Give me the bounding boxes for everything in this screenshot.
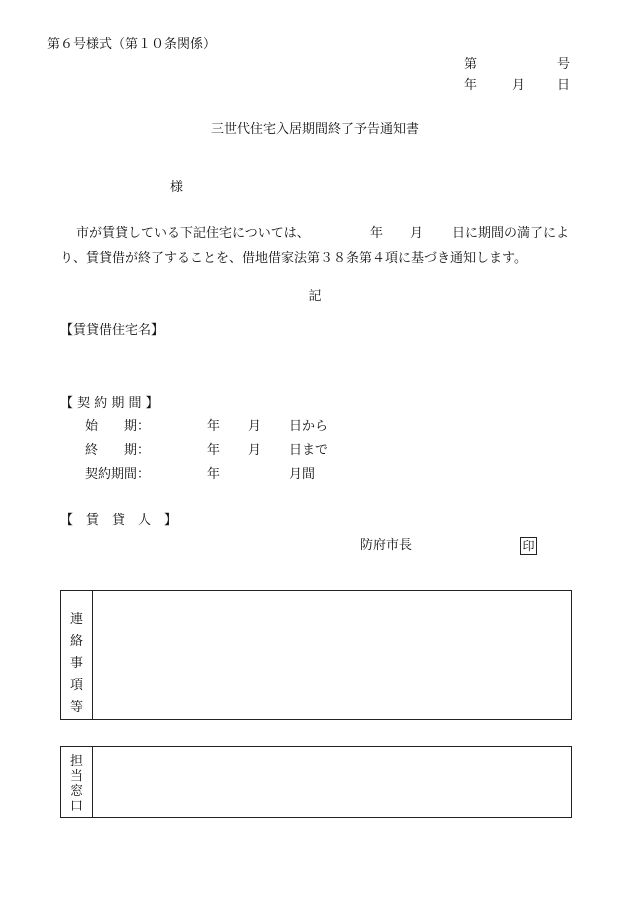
body-line-1-year: 年 xyxy=(370,226,384,241)
contact-office-char-2: 当 xyxy=(69,769,83,784)
contact-office-field[interactable] xyxy=(93,747,571,817)
doc-number-prefix: 第 xyxy=(464,57,478,72)
period-end-month: 月 xyxy=(248,443,262,458)
period-end-year: 年 xyxy=(207,443,221,458)
recipient-honorific: 様 xyxy=(170,180,184,195)
period-start-year: 年 xyxy=(207,419,221,434)
contact-office-box xyxy=(60,746,572,818)
period-duration-label: 契約期間： xyxy=(85,467,151,482)
contact-notes-char-2: 絡 xyxy=(69,634,83,649)
body-line-1: 市が賃貸している下記住宅については、 xyxy=(76,226,310,241)
body-line-1-rest: 日に期間の満了によ xyxy=(452,226,570,241)
contact-notes-box xyxy=(60,590,572,720)
contact-notes-char-3: 事 xyxy=(69,656,83,671)
section-housing-name: 【賃貸借住宅名】 xyxy=(60,323,165,338)
date-year: 年 xyxy=(464,78,478,93)
body-line-1-month: 月 xyxy=(410,226,424,241)
ki-heading: 記 xyxy=(308,289,322,304)
contact-office-char-3: 窓 xyxy=(69,784,83,799)
form-number: 第６号様式（第１０条関係） xyxy=(47,37,217,52)
contact-office-char-1: 担 xyxy=(69,754,83,769)
period-end-day: 日まで xyxy=(289,443,329,458)
period-start-month: 月 xyxy=(248,419,262,434)
contact-notes-char-1: 連 xyxy=(69,612,83,627)
body-line-2: り、賃貸借が終了することを、借地借家法第３８条第４項に基づき通知します。 xyxy=(60,251,527,266)
lessor-name: 防府市長 xyxy=(360,538,413,553)
date-month: 月 xyxy=(512,78,526,93)
period-duration-year: 年 xyxy=(207,467,221,482)
period-duration-month: 月間 xyxy=(289,467,316,482)
period-start-day: 日から xyxy=(289,419,329,434)
contact-office-char-4: 口 xyxy=(69,799,83,814)
period-end-label: 終 期： xyxy=(85,443,151,458)
section-lessor: 【 賃 貸 人 】 xyxy=(60,513,178,528)
contact-notes-label-column xyxy=(61,591,93,719)
doc-number-suffix: 号 xyxy=(557,57,571,72)
contact-office-label-column xyxy=(61,747,93,817)
section-contract-period: 【 契 約 期 間 】 xyxy=(60,396,159,411)
document-title: 三世代住宅入居期間終了予告通知書 xyxy=(210,122,419,137)
contact-notes-char-4: 項 xyxy=(69,678,83,693)
contact-notes-char-5: 等 xyxy=(69,700,83,715)
seal-mark: 印 xyxy=(520,537,537,555)
contact-notes-field[interactable] xyxy=(93,591,571,719)
date-day: 日 xyxy=(557,78,571,93)
period-start-label: 始 期： xyxy=(85,419,151,434)
